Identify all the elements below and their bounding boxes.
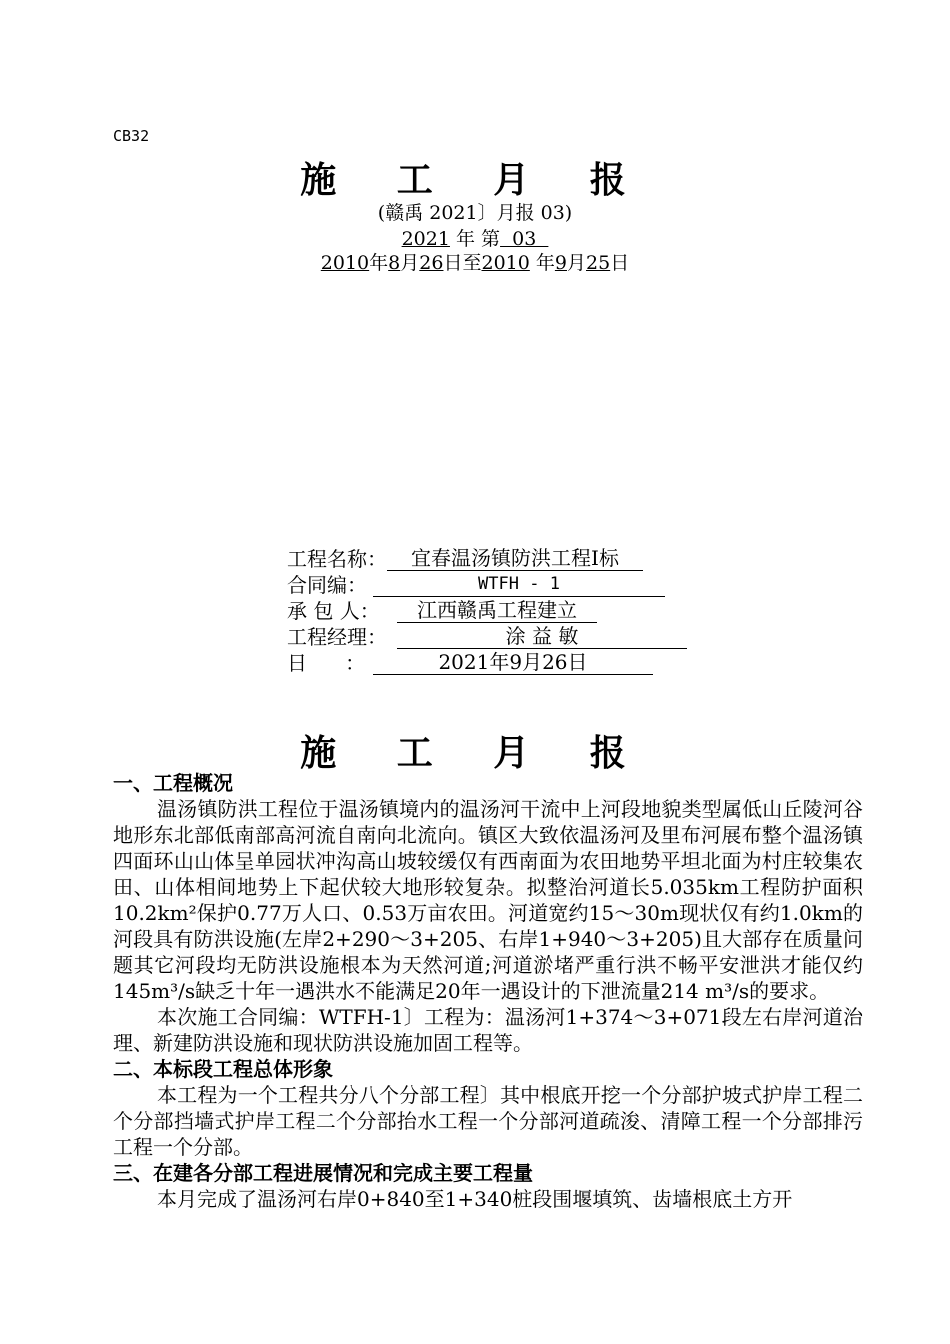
period-start-month: 8: [388, 252, 401, 274]
section-heading: 三、在建各分部工程进展情况和完成主要工程量: [113, 1161, 533, 1185]
section-heading: 二、本标段工程总体形象: [113, 1057, 333, 1081]
section-paragraph: 本次施工合同编：WTFH-1〕工程为：温汤河1+374～3+071段左右岸河道治理、新建防洪设施和现状防洪设施加固工程等。: [113, 1005, 863, 1055]
period-end-day: 25: [586, 252, 611, 274]
period-start-year: 2010: [320, 252, 370, 274]
period-end-month: 9: [554, 252, 567, 274]
date-label: 日 ：: [287, 651, 366, 675]
issue-number: 03: [500, 228, 549, 250]
project-name-value: 宜春温汤镇防洪工程Ⅰ标: [387, 546, 643, 571]
report-number: (赣禹 2021〕月报 03): [377, 202, 573, 224]
period-to: 日至: [443, 252, 482, 274]
manager-label: 工程经理：: [287, 625, 387, 649]
section-paragraph: 温汤镇防洪工程位于温汤镇境内的温汤河干流中上河段地貌类型属低山丘陵河谷地形东北部低南部高河流自南向北流向。镇区大致依温汤河及里布河展布整个温汤镇四面环山山体呈单园状冲沟高山坡较缓仅有西南面为农田地势平坦北面为村庄较集农田、山体相间地势上下起伏较大地形较复杂。拟整治河道长5.035km工程防护面积10.2km²保护0.77万人口、0.53万亩农田。河道宽约15～30m现状仅有约1.0km的河段具有防洪设施(左岸2+290～3+205、右岸1+940～3+205)且大部存在质量问题其它河段均无防洪设施根本为天然河道;河道淤堵严重行洪不畅平安泄洪才能仅约145m³/s缺乏十年一遇洪水不能满足20年一遇设计的下泄流量214 m³/s的要求。: [113, 797, 863, 1003]
date-row: [287, 650, 687, 676]
contract-label: 合同编：: [287, 573, 367, 597]
issue-line: [0, 226, 950, 252]
section-paragraph: 本月完成了温汤河右岸0+840至1+340桩段围堰填筑、齿墙根底土方开: [157, 1187, 793, 1211]
form-code: CB32: [113, 127, 150, 145]
period-line: 2010年8月26日至2010 年9月25日: [320, 252, 630, 274]
project-name-row: [287, 546, 687, 572]
contract-row: [287, 572, 687, 598]
contractor-row: [287, 598, 687, 624]
project-name-label: 工程名称：: [287, 547, 387, 571]
contractor-value: 江西赣禹工程建立: [397, 598, 597, 623]
cover-title: 施 工 月 报: [300, 159, 650, 201]
section-paragraph: 本工程为一个工程共分八个分部工程〕其中根底开挖一个分部护坡式护岸工程二个分部挡墙式护岸工程二个分部抬水工程一个分部河道疏浚、清障工程一个分部排污工程一个分部。: [113, 1083, 863, 1159]
issue-year: 2021: [401, 228, 450, 250]
report-body: [113, 770, 863, 1212]
project-info-block: [287, 546, 687, 676]
contract-value: WTFH - 1: [373, 572, 665, 597]
period-start-day: 26: [419, 252, 444, 274]
date-value: 2021年9月26日: [373, 650, 653, 675]
section-heading: 一、工程概况: [113, 771, 233, 795]
contractor-label: 承 包 人：: [287, 599, 380, 623]
manager-row: [287, 624, 687, 650]
manager-value: 涂 益 敏: [397, 624, 687, 649]
issue-year-suffix: 年 第: [449, 228, 501, 250]
report-title: 施 工 月 报: [300, 732, 650, 774]
period-end-year: 2010: [481, 252, 530, 274]
